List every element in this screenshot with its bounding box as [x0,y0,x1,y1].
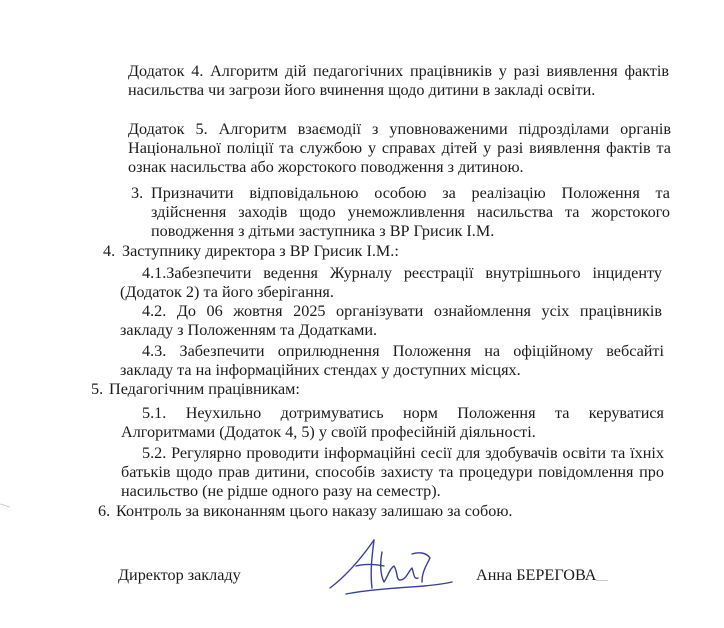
appendix-5-text: Додаток 5. Алгоритм взаємодії з уповноваженими підрозділами органів Національної поліції та службою у справах дітей у разі виявлення фактів та ознак насильства або жорстокого поводження з дитиною. [128,120,671,176]
scan-mark [596,580,608,581]
director-position-label: Директор закладу [118,566,241,584]
item-5-number: 5. [91,380,104,398]
item-6-number: 6. [98,502,111,520]
item-6-text: Контроль за виконанням цього наказу залишаю за собою. [116,502,513,520]
item-4-2-text: 4.2. До 06 жовтня 2025 організувати ознайомлення усіх працівників закладу з Положенням та Додатками. [120,302,662,339]
item-5-1-text: 5.1. Неухильно дотримуватись норм Положення та керуватися Алгоритмами (Додаток 4, 5) у своїй професійній діяльності. [121,404,664,441]
item-5-2-text: 5.2. Регулярно проводити інформаційні сесії для здобувачів освіти та їхніх батьків щодо прав дитини, способів захисту та процедури повідомлення про насильство (не рідше одного разу на семестр). [121,444,664,500]
scan-mark [0,503,10,507]
handwritten-signature [326,532,456,602]
director-name: Анна БЕРЕГОВА [476,566,597,584]
item-3-number: 3. [131,184,144,202]
item-4-3-text: 4.3. Забезпечити оприлюднення Положення на офіційному вебсайті закладу та на інформаційних стендах у доступних місцях. [120,342,664,379]
item-4-text: Заступнику директора з ВР Грисик І.М.: [122,242,399,260]
item-4-1-text: 4.1.Забезпечити ведення Журналу реєстрації внутрішнього інциденту (Додаток 2) та його зберігання. [120,264,662,301]
item-3-text: Призначити відповідальною особою за реалізацію Положення та здійснення заходів щодо унеможливлення насильства та жорстокого поводження з дітьми заступника з ВР Грисик І.М. [151,184,670,240]
appendix-4-text: Додаток 4. Алгоритм дій педагогічних працівників у разі виявлення фактів насильства чи загрози його вчинення щодо дитини в закладі освіти. [128,62,669,99]
item-5-text: Педагогічним працівникам: [109,380,300,398]
item-4-number: 4. [103,242,116,260]
